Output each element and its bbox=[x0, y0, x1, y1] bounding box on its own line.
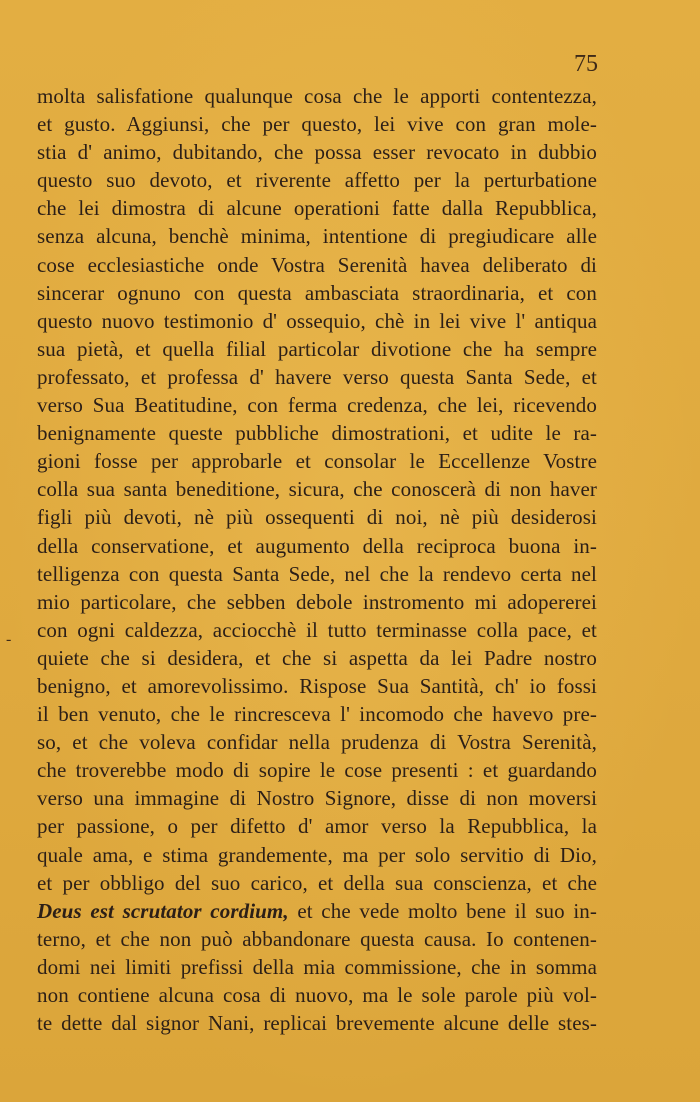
text-line: che troverebbe modo di sopire le cose presenti : et guardando bbox=[37, 758, 597, 783]
text-line: te dette dal signor Nani, replicai brevemente alcune delle stes- bbox=[37, 1011, 597, 1036]
text-line: questo suo devoto, et riverente affetto per la perturbatione bbox=[37, 168, 597, 193]
text-line-with-italic bbox=[37, 897, 597, 925]
text-line: verso Sua Beatitudine, con ferma credenza, che lei, ricevendo bbox=[37, 393, 597, 418]
text-line: terno, et che non può abbandonare questa causa. Io contenen- bbox=[37, 926, 597, 951]
text-line: questo nuovo testimonio d' ossequio, chè in lei vive l' antiqua bbox=[37, 308, 597, 333]
text-line: stia d' animo, dubitando, che possa esser revocato in dubbio bbox=[37, 140, 597, 165]
text-line: professato, et professa d' havere verso questa Santa Sede, et bbox=[37, 364, 597, 389]
margin-mark: - bbox=[6, 631, 12, 648]
text-line: verso una immagine di Nostro Signore, disse di non moversi bbox=[37, 786, 597, 811]
text-line: colla sua santa beneditione, sicura, che conoscerà di non haver bbox=[37, 477, 597, 502]
text-line: per passione, o per difetto d' amor verso la Repubblica, la bbox=[37, 814, 597, 839]
text-line: domi nei limiti prefissi della mia commissione, che in somma bbox=[37, 954, 597, 979]
text-line: et per obbligo del suo carico, et della sua conscienza, et che bbox=[37, 870, 597, 895]
text-line: benigno, et amorevolissimo. Rispose Sua Santità, ch' io fossi bbox=[37, 673, 597, 698]
text-line: il ben venuto, che le rincresceva l' incomodo che havevo pre- bbox=[37, 702, 597, 727]
text-line: molta salisfatione qualunque cosa che le apporti contentezza, bbox=[37, 84, 597, 108]
text-line: mio particolare, che sebben debole instromento mi adopererei bbox=[37, 589, 597, 614]
text-line: quiete che si desidera, et che si aspetta da lei Padre nostro bbox=[37, 645, 597, 670]
text-line: et gusto. Aggiunsi, che per questo, lei vive con gran mole- bbox=[37, 112, 597, 137]
text-line: senza alcuna, benchè minima, intentione di pregiudicare alle bbox=[37, 224, 597, 249]
text-line: con ogni caldezza, acciocchè il tutto terminasse colla pace, et bbox=[37, 617, 597, 642]
text-line: della conservatione, et augumento della reciproca buona in- bbox=[37, 533, 597, 558]
text-body bbox=[37, 82, 597, 1037]
text-line: sua pietà, et quella filial particolar divotione che ha sempre bbox=[37, 336, 597, 361]
text-line: telligenza con questa Santa Sede, nel che la rendevo certa nel bbox=[37, 561, 597, 586]
text-line: quale ama, e stima grandemente, ma per solo servitio di Dio, bbox=[37, 842, 597, 867]
text-line: che lei dimostra di alcune operationi fatte dalla Repubblica, bbox=[37, 196, 597, 221]
text-line: so, et che voleva confidar nella prudenza di Vostra Serenità, bbox=[37, 730, 597, 755]
text-line: sincerar ognuno con questa ambasciata straordinaria, et con bbox=[37, 280, 597, 305]
text-line: benignamente queste pubbliche dimostrationi, et udite le ra- bbox=[37, 421, 597, 446]
italic-latin-phrase: Deus est scrutator cordium, bbox=[37, 898, 289, 923]
text-line: cose ecclesiastiche onde Vostra Serenità havea deliberato di bbox=[37, 252, 597, 277]
text-segment: et che vede molto bene il suo in- bbox=[288, 898, 597, 923]
page-number: 75 bbox=[574, 51, 598, 77]
text-line: non contiene alcuna cosa di nuovo, ma le sole parole più vol- bbox=[37, 983, 597, 1007]
text-line: figli più devoti, nè più ossequenti di noi, nè più desiderosi bbox=[37, 505, 597, 530]
text-line: gioni fosse per approbarle et consolar le Eccellenze Vostre bbox=[37, 449, 597, 474]
